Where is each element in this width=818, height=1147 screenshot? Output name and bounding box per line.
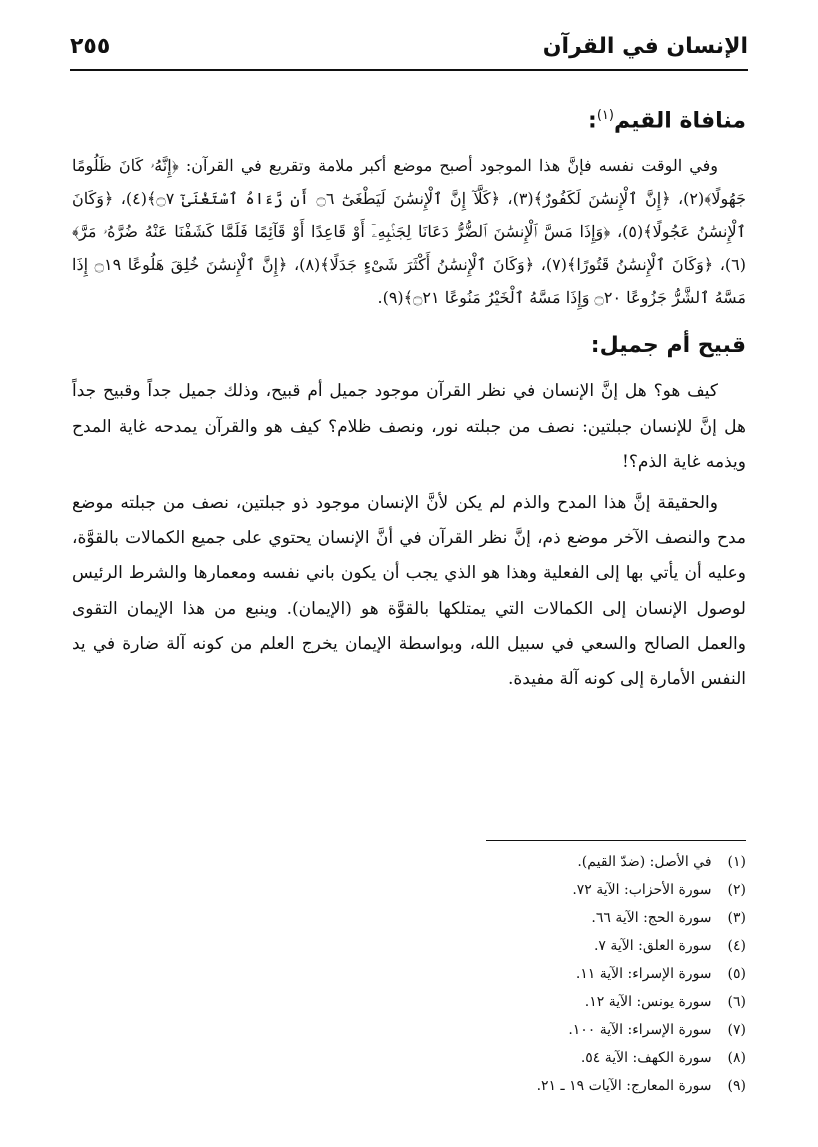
footnote-number: (٩)	[727, 1078, 746, 1094]
paragraph-quran-verses: وفي الوقت نفسه فإنَّ هذا الموجود أصبح موضع أكبر ملامة وتقريع في القرآن: ﴿إِنَّهُۥ كَانَ ظَلُومًا جَهُولًا﴾(٢)، ﴿إِنَّ ٱلْإِنسَٰنَ لَكَفُورٌ﴾(٣)، ﴿كَلَّآ إِنَّ ٱلْإِنسَٰنَ لَيَطْغَىٰٓ ۝٦ أَن رَّءَاهُ ٱسْتَغْنَىٰٓ ۝٧﴾(٤)، ﴿وَكَانَ ٱلْإِنسَٰنُ عَجُولًا﴾(٥)، ﴿وَإِذَا مَسَّ ٱلْإِنسَٰنَ ٱلضُّرُّ دَعَانَا لِجَنۢبِهِۦٓ أَوْ قَاعِدًا أَوْ قَآئِمًا فَلَمَّا كَشَفْنَا عَنْهُ ضُرَّهُۥ مَرَّ﴾(٦)، ﴿وَكَانَ ٱلْإِنسَٰنُ قَتُورًا﴾(٧)، ﴿وَكَانَ ٱلْإِنسَٰنُ أَكْثَرَ شَىْءٍ جَدَلًا﴾(٨)، ﴿إِنَّ ٱلْإِنسَٰنَ خُلِقَ هَلُوعًا ۝١٩ إِذَا مَسَّهُ ٱلشَّرُّ جَزُوعًا ۝٢٠ وَإِذَا مَسَّهُ ٱلْخَيْرُ مَنُوعًا ۝٢١﴾(٩).	[72, 156, 747, 308]
footnote-item	[226, 1072, 746, 1100]
page-header	[70, 28, 748, 64]
footnote-text: سورة الإسراء: الآية ١١.	[575, 966, 712, 982]
paragraph-answer: والحقيقة إنَّ هذا المدح والذم لم يكن لأنَّ الإنسان موجود ذو جبلتين، نصف من جبلته موضع مدح والنصف الآخر موضع ذم، إنَّ نظر القرآن في أنَّ الإنسان يحتوي على جميع الكمالات بالقوَّة، وعليه أن يأتي بها إلى الفعلية وهذا هو الذي يجب أن يكون باني نفسه ومعمارها والشرط الرئيس لوصول الإنسان إلى الكمالات التي يمتلكها بالقوَّة هو (الإيمان). وينبع من هذا الإيمان التقوى والعمل الصالح والسعي في سبيل الله، وبواسطة الإيمان يخرج العلم من كونه آلة ضارة في يد النفس الأمارة إلى كونه آلة مفيدة.	[72, 492, 746, 689]
paragraph-question: كيف هو؟ هل إنَّ الإنسان في نظر القرآن موجود جميل أم قبيح، وذلك جميل جداً وقبيح جداً هل إنَّ للإنسان جبلتين: نصف من جبلته نور، ونصف ظلام؟ كيف هو والقرآن يمدحه غاية المدح ويذمه غاية الذم؟!	[72, 381, 746, 472]
footnote-text: في الأصل: (ضدّ القيم).	[577, 854, 712, 870]
footnote-item	[226, 988, 746, 1016]
section-heading-ugly-or-beautiful: قبيح أم جميل:	[590, 333, 746, 359]
footnote-number: (٥)	[727, 966, 746, 982]
footnote-item	[226, 848, 746, 876]
footnote-text: سورة الحج: الآية ٦٦.	[591, 910, 712, 926]
footnote-number: (٨)	[727, 1050, 746, 1066]
footnote-text: سورة الكهف: الآية ٥٤.	[580, 1050, 712, 1066]
heading-colon: :	[588, 108, 597, 134]
footnote-item	[226, 1016, 746, 1044]
footnote-number: (٢)	[727, 882, 746, 898]
footnote-number: (٤)	[727, 938, 746, 954]
header-rule	[70, 69, 748, 71]
footnote-item	[226, 1044, 746, 1072]
footnote-ref: (١)	[596, 108, 614, 123]
footnote-number: (٦)	[727, 994, 746, 1010]
main-text	[72, 84, 746, 703]
section-heading-value-contradiction	[72, 96, 746, 141]
footnote-item	[226, 876, 746, 904]
footnote-text: سورة العلق: الآية ٧.	[593, 938, 712, 954]
footnote-number: (١)	[727, 854, 746, 870]
page-number: ٢٥٥	[70, 33, 111, 59]
footnote-text: سورة الأحزاب: الآية ٧٢.	[572, 882, 712, 898]
heading-text: منافاة القيم	[613, 108, 746, 134]
footnote-item	[226, 932, 746, 960]
running-title: الإنسان في القرآن	[542, 33, 748, 59]
footnote-rule	[486, 840, 746, 841]
footnote-text: سورة المعارج: الآيات ١٩ ـ ٢١.	[536, 1078, 712, 1094]
footnote-text: سورة الإسراء: الآية ١٠٠.	[568, 1022, 712, 1038]
footnote-number: (٣)	[727, 910, 746, 926]
footnote-number: (٧)	[727, 1022, 746, 1038]
footnotes	[226, 848, 746, 1100]
footnote-text: سورة يونس: الآية ١٢.	[584, 994, 712, 1010]
footnote-item	[226, 960, 746, 988]
footnote-item	[226, 904, 746, 932]
